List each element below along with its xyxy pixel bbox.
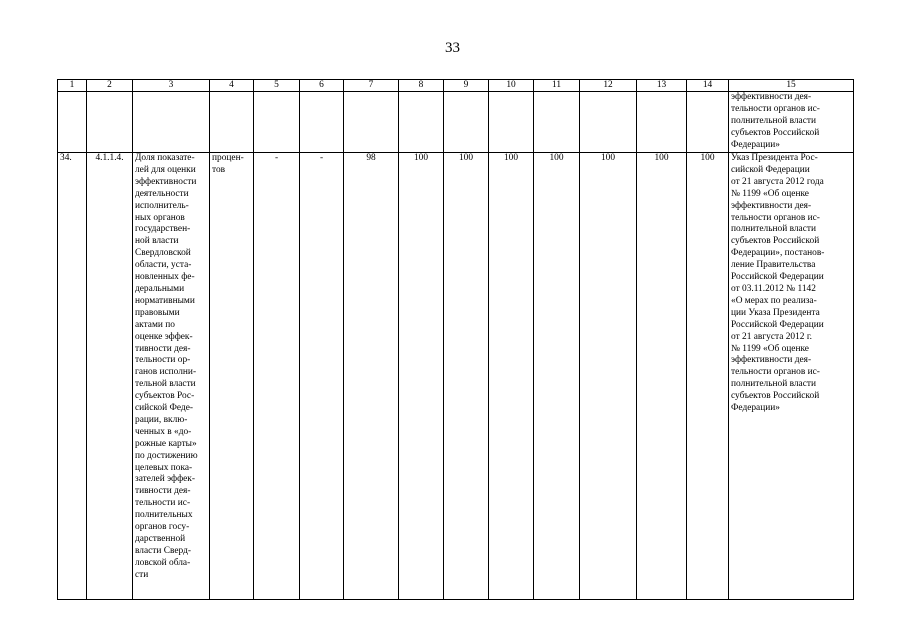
table-cell [637,92,687,153]
table-cell [399,92,444,153]
indicators-table [57,79,854,600]
indicator-name: Доля показате- лей для оценки эффективности деятельности исполнитель- ных органов государствен- ной власти Свердловской области, уста- новленных фе- деральными нормативными правовыми актами по оценке эффек- тивности дея- тельности ор- ганов исполни- тельной власти субъектов Рос- сийской Феде- рации, вклю- ченных в «до- рожные карты» по достижению целевых пока- зателей эффек- тивности дея- тельности ис- полнительных органов госу- дарственной власти Сверд- ловской обла- сти [133,153,210,600]
table-cell [300,92,344,153]
column-header: 6 [300,80,344,92]
value-col14: 100 [687,153,729,600]
column-header: 5 [254,80,300,92]
table-cell [344,92,399,153]
value-col8: 100 [399,153,444,600]
column-header: 12 [580,80,637,92]
unit-of-measure: процен- тов [210,153,254,600]
column-header: 14 [687,80,729,92]
column-header: 4 [210,80,254,92]
table-cell [254,92,300,153]
table-cell [534,92,580,153]
indicator-code: 4.1.1.4. [87,153,133,600]
value-col6: - [300,153,344,600]
column-header: 9 [444,80,489,92]
value-col9: 100 [444,153,489,600]
column-header: 2 [87,80,133,92]
source-document: Указ Президента Рос- сийской Федерации от 21 августа 2012 года № 1199 «Об оценке эффективности дея- тельности органов ис- полнительной власти субъектов Российской Федерации», постанов- ление Правительства Российской Федерации от 03.11.2012 № 1142 «О мерах по реализа- ции Указа Президента Российской Федерации от 21 августа 2012 г. № 1199 «Об оценке эффективности дея- тельности органов ис- полнительной власти субъектов Российской Федерации» [729,153,854,600]
column-header: 1 [58,80,87,92]
continued-source-text: эффективности дея- тельности органов ис- полнительной власти субъектов Российской Федерации» [729,92,854,153]
value-col11: 100 [534,153,580,600]
table-cell [87,92,133,153]
value-col13: 100 [637,153,687,600]
table-cell [133,92,210,153]
table-cell [580,92,637,153]
value-col12: 100 [580,153,637,600]
value-col10: 100 [489,153,534,600]
column-header: 8 [399,80,444,92]
column-header: 7 [344,80,399,92]
table-cell [444,92,489,153]
column-header: 3 [133,80,210,92]
page-number: 33 [445,40,460,56]
value-col7: 98 [344,153,399,600]
table-cell [58,92,87,153]
column-header: 15 [729,80,854,92]
column-header: 13 [637,80,687,92]
column-header: 10 [489,80,534,92]
table-cell [489,92,534,153]
column-header: 11 [534,80,580,92]
row-number: 34. [58,153,87,600]
table-cell [210,92,254,153]
table-cell [687,92,729,153]
continuation-row [58,92,854,153]
column-number-row [58,80,854,92]
table-row [58,153,854,600]
value-col5: - [254,153,300,600]
